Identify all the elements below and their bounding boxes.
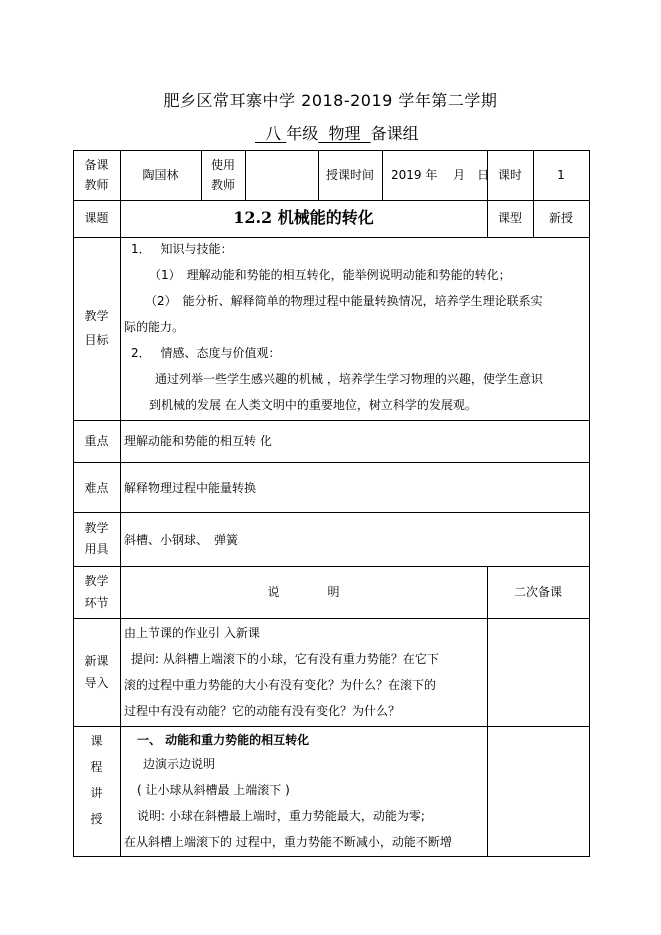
class-time-label: 授课时间 [325, 168, 374, 182]
lesson-type-label: 课型 [497, 211, 522, 225]
rule [73, 856, 590, 857]
periods-value: 1 [557, 168, 565, 182]
lecture-line: ( 让小球从斜槽最 上端滚下 ) [137, 783, 290, 797]
topic-value: 12.2 机械能的转化 [233, 208, 374, 227]
rule [487, 566, 488, 856]
class-time-value: 2019 年 月 日 [391, 168, 490, 182]
grade-suffix: 年级 [286, 124, 319, 143]
objective-line: 到机械的发展 在人类文明中的重要地位，树立科学的发展观。 [149, 398, 477, 412]
rule [589, 150, 590, 857]
grade-value: 八 [265, 124, 282, 143]
tools-value: 斜槽、小钢球、 弹簧 [124, 533, 239, 547]
rule [73, 512, 590, 513]
key-point-value: 理解动能和势能的相互转 化 [124, 434, 272, 448]
prep-teacher-value: 陶国林 [142, 168, 179, 182]
intro-line: 提问: 从斜槽上端滚下的小球，它有没有重力势能？在它下 [131, 652, 439, 666]
rule [73, 462, 590, 463]
rule [73, 200, 590, 201]
page-title: 肥乡区常耳寨中学 2018-2019 学年第二学期 [163, 91, 498, 110]
objectives-label: 教学 目标 [84, 309, 109, 347]
objective-line: （2） 能分析、解释简单的物理过程中能量转换情况，培养学生理论联系实 [145, 294, 543, 308]
objective-line: 1． 知识与技能： [131, 242, 233, 256]
rule [245, 150, 246, 200]
intro-line: 过程中有没有动能？它的动能有没有变化？为什么？ [124, 704, 401, 718]
rule [73, 420, 590, 421]
tools-label: 教学 用具 [84, 521, 109, 556]
key-point-label: 重点 [84, 434, 109, 448]
rule [73, 150, 590, 151]
subject-value: 物理 [328, 124, 361, 143]
objective-line: 通过列举一些学生感兴趣的机械 ，培养学生学习物理的兴趣，使学生意识 [155, 372, 543, 386]
rule [120, 150, 121, 857]
rule [73, 566, 590, 567]
objective-line: 2． 情感、态度与价值观： [131, 346, 281, 360]
rule [73, 726, 590, 727]
objective-line: 际的能力。 [124, 320, 185, 334]
lecture-label: 课 程 讲 授 [90, 734, 103, 826]
lesson-type-value: 新授 [548, 211, 573, 225]
intro-label: 新课 导入 [84, 654, 109, 690]
difficulty-value: 解释物理过程中能量转换 [124, 481, 257, 495]
user-teacher-label: 使用 教师 [210, 158, 235, 192]
rule [73, 237, 590, 238]
rule [382, 150, 383, 200]
intro-line: 滚的过程中重力势能的大小有没有变化？为什么？在滚下的 [124, 678, 437, 692]
stages-label: 教学 环节 [84, 574, 109, 610]
prep-teacher-label: 备课 教师 [84, 158, 109, 192]
difficulty-label: 难点 [84, 481, 109, 495]
intro-line: 由上节课的作业引 入新课 [124, 626, 260, 640]
topic-label: 课题 [84, 211, 109, 225]
page-subtitle [255, 121, 419, 144]
lecture-line: 边演示边说明 [143, 757, 216, 771]
rule [73, 618, 590, 619]
description-header: 说 明 [267, 585, 340, 599]
lecture-line: 在从斜槽上端滚下的 过程中，重力势能不断减小，动能不断增 [124, 835, 452, 849]
lecture-heading: 一、 动能和重力势能的相互转化 [137, 733, 310, 747]
lecture-line: 说明: 小球在斜槽最上端时，重力势能最大，动能为零; [137, 809, 425, 823]
group-suffix: 备课组 [370, 124, 419, 143]
periods-label: 课时 [497, 168, 522, 182]
objective-line: （1） 理解动能和势能的相互转化，能举例说明动能和势能的转化； [149, 268, 511, 282]
lesson-plan-table [73, 150, 590, 857]
second-prep-header: 二次备课 [513, 585, 562, 599]
